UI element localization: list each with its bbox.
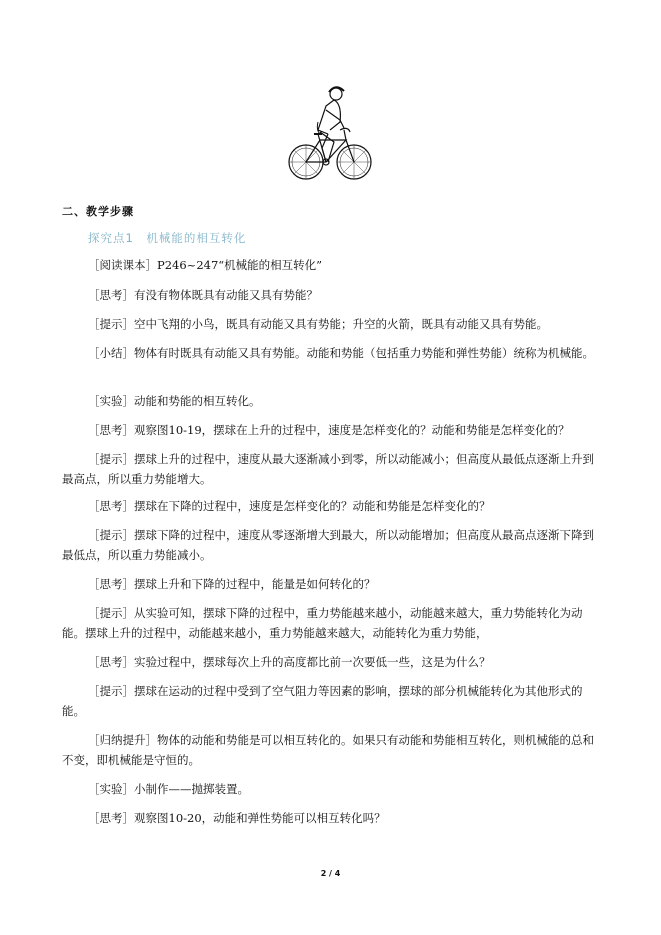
- paragraph: ［提示］摆球上升的过程中，速度从最大逐渐减小到零，所以动能减小；但高度从最低点逐渐上升到最高点，所以重力势能增大。: [62, 452, 594, 486]
- paragraph: ［小结］物体有时既具有动能又具有势能。动能和势能（包括重力势能和弹性势能）统称为机械能。: [88, 346, 594, 360]
- paragraph: ［提示］摆球在运动的过程中受到了空气阻力等因素的影响，摆球的部分机械能转化为其他形式的能。: [62, 684, 583, 718]
- paragraph: ［归纳提升］物体的动能和势能是可以相互转化的。如果只有动能和势能相互转化，则机械能的总和不变，即机械能是守恒的。: [62, 733, 594, 767]
- paragraph: ［思考］观察图10-20，动能和弹性势能可以相互转化吗？: [88, 811, 386, 825]
- paragraph: ［思考］摆球在下降的过程中，速度是怎样变化的？动能和势能是怎样变化的？: [88, 499, 491, 513]
- paragraph: ［思考］观察图10-19，摆球在上升的过程中，速度是怎样变化的？动能和势能是怎样变化的？: [88, 423, 570, 437]
- cyclist-figure: [282, 82, 378, 186]
- paragraph: ［思考］有没有物体既具有动能又具有势能？: [88, 288, 318, 302]
- section-title: 二、教学步骤: [62, 205, 134, 218]
- cyclist-icon: [282, 82, 378, 186]
- paragraph: ［阅读课本］P246~247“机械能的相互转化”: [88, 258, 323, 272]
- page-number: 2 / 4: [320, 869, 341, 878]
- paragraph: ［思考］实验过程中，摆球每次上升的高度都比前一次要低一些，这是为什么？: [88, 655, 491, 669]
- paragraph: ［思考］摆球上升和下降的过程中，能量是如何转化的？: [88, 577, 376, 591]
- paragraph: ［提示］空中飞翔的小鸟，既具有动能又具有势能；升空的火箭，既具有动能又具有势能。: [88, 317, 548, 331]
- paragraph: ［实验］小制作——抛掷装置。: [88, 782, 249, 796]
- subsection-title: 探究点1 机械能的相互转化: [88, 231, 247, 245]
- paragraph: ［实验］动能和势能的相互转化。: [88, 394, 261, 408]
- paragraph: ［提示］摆球下降的过程中，速度从零逐渐增大到最大，所以动能增加；但高度从最高点逐渐下降到最低点，所以重力势能减小。: [62, 528, 594, 562]
- paragraph: ［提示］从实验可知，摆球下降的过程中，重力势能越来越小，动能越来越大，重力势能转化为动能。摆球上升的过程中，动能越来越小，重力势能越来越大，动能转化为重力势能，: [62, 606, 583, 640]
